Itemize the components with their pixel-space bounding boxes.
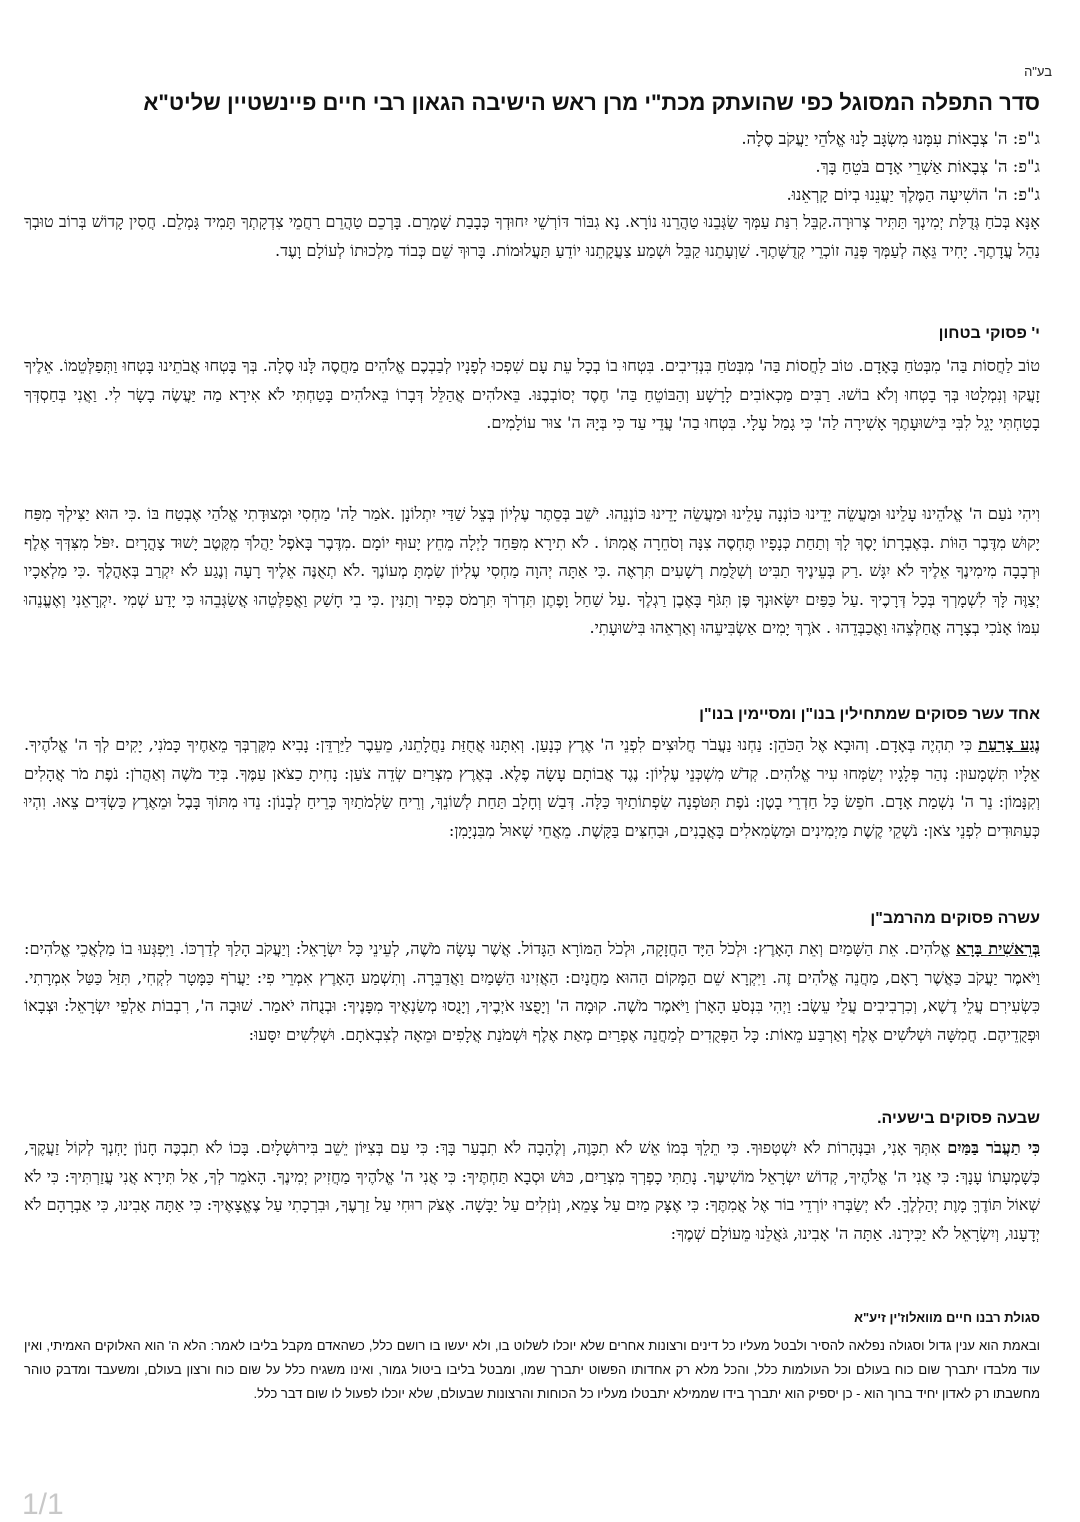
- intro-line: ג"פ: ה' צְבָאוֹת אַשְׁרֵי אָדָם בֹּטֵחַ בָּךְ.: [815, 157, 1040, 176]
- intro-line: ג"פ: ה' צְבָאוֹת עִמָּנוּ מִשְׂגָּב לָנוּ אֱלֹהֵי יַעֲקֹב סֶלָה.: [741, 129, 1040, 148]
- seven-verses-text: אִתְּךָ אָנִי, וּבַנְּהָרוֹת לֹא יִשְׁטְפוּךָ. כִּי תֵלֵךְ בְּמוֹ אֵשׁ לֹא תִכָּוֶה, וְלֶהָבָה לֹא תִבְעַר בָּךְ: כִּי עַם בְּצִיּוֹן יֵשֵׁב בִּירוּשָׁלָיִם. בָּכוֹ לֹא תִבְכֶּה חָנוֹן יָחְנְךָ לְקוֹל זַעֲקֶךָ, כְּשָׁמְעָתוֹ עָנָךְ: כִּי אֲנִי ה' אֱלֹהֶיךָ, קְדוֹשׁ יִשְׂרָאֵל מוֹשִׁיעֶךָ. נָתַתִּי כָפְרְךָ מִצְרַיִם, כּוּשׁ וּסְבָא תַּחְתֶּיךָ: כִּי אֲנִי ה' אֱלֹהֶיךָ מַחֲזִיק יְמִינֶךָ. הָאֹמֵר לְךָ, אַל תִּירָא אֲנִי עֲזַרְתִּיךָ: כִּי לֹא שְׁאוֹל תּוֹדֶךָּ מָוֶת יְהַלְלֶךָּ. לֹא יְשַׂבְּרוּ יוֹרְדֵי בוֹר אֶל אֲמִתֶּךָ: כִּי אֶצָּק מַיִם עַל צָמֵא, וְנֹזְלִים עַל יַבָּשָׁה. אֶצֹּק רוּחִי עַל זַרְעֶךָ, וּבִרְכָתִי עַל צֶאֱצָאֶיךָ: כִּי אַתָּה אָבִינוּ, כִּי אַבְרָהָם לֹא יְדָעָנוּ, וְיִשְׂרָאֵל לֹא יַכִּירָנוּ. אַתָּה ה' אָבִינוּ, גֹּאֲלֵנוּ מֵעוֹלָם שְׁמֶךָ:: [24, 1138, 1040, 1243]
- ten-verses-heading: עשרה פסוקים מהרמב"ן: [870, 910, 1040, 927]
- seven-verses-paragraph: [24, 1134, 1040, 1248]
- vihi-noam-paragraph: וִיהִי נֹעַם ה' אֱלֹהֵינוּ עָלֵינוּ וּמַעֲשֵׂה יָדֵינוּ כּוֹנְנָה עָלֵינוּ וּמַעֲשֵׂה יָדֵינוּ כּוֹנְנֵהוּ. יֹשֵׁב בְּסֵתֶר עֶלְיוֹן בְּצֵל שַׁדַּי יִתְלוֹנָן .אֹמַר לַה' מַחְסִי וּמְצוּדָתִי אֱלֹהַי אֶבְטַח בּוֹ .כִּי הוּא יַצִּילְךָ מִפַּח יָקוּשׁ מִדֶּבֶר הַוּוֹת .בְּאֶבְרָתוֹ יָסֶךְ לָךְ וְתַחַת כְּנָפָיו תֶּחְסֶה צִנָּה וְסֹחֵרָה אֲמִתּוֹ . לֹא תִירָא מִפַּחַד לָיְלָה מֵחֵץ יָעוּף יוֹמָם .מִדֶּבֶר בָּאֹפֶל יַהֲלֹךְ מִקֶּטֶב יָשׁוּד צָהֳרָיִם .יִפֹּל מִצִּדְּךָ אֶלֶף וּרְבָבָה מִימִינֶךָ אֵלֶיךָ לֹא יִגָּשׁ .רַק בְּעֵינֶיךָ תַבִּיט וְשִׁלֻּמַת רְשָׁעִים תִּרְאֶה .כִּי אַתָּה יְהוָה מַחְסִי עֶלְיוֹן שַׂמְתָּ מְעוֹנֶךָ .לֹא תְאֻנֶּה אֵלֶיךָ רָעָה וְנֶגַע לֹא יִקְרַב בְּאָהֳלֶךָ .כִּי מַלְאָכָיו יְצַוֶּה לָּךְ לִשְׁמָרְךָ בְּכָל דְּרָכֶיךָ .עַל כַּפַּיִם יִשָּׂאוּנְךָ פֶּן תִּגֹּף בָּאֶבֶן רַגְלֶךָ .עַל שַׁחַל וָפֶתֶן תִּדְרֹךְ תִּרְמֹס כְּפִיר וְתַנִּין .כִּי בִי חָשַׁק וַאֲפַלְּטֵהוּ אֲשַׂגְּבֵהוּ כִּי יָדַע שְׁמִי .יִקְרָאֵנִי וְאֶעֱנֵהוּ עִמּוֹ אָנֹכִי בְצָרָה אֲחַלְּצֵהוּ וַאֲכַבְּדֵהוּ . אֹרֶךְ יָמִים אַשְׂבִּיעֵהוּ וְאַרְאֵהוּ בִּישׁוּעָתִי.: [24, 504, 1040, 637]
- intro-line: ג"פ: ה' הוֹשִׁיעָה הַמֶּלֶךְ יַעֲנֵנוּ בְיוֹם קָרְאֵנוּ.: [786, 185, 1040, 204]
- intro-verses: [24, 125, 1040, 209]
- eleven-verses-heading: אחד עשר פסוקים שמתחילין בנו"ן ומסיימין בנו"ן: [699, 706, 1040, 723]
- eleven-verses-lead: נֶגַע צָרַעַת: [978, 735, 1040, 754]
- ten-verses-paragraph: [24, 935, 1040, 1049]
- seven-verses-heading: שבעה פסוקים בישעיה.: [877, 1110, 1040, 1127]
- bitachon-paragraph: טוֹב לַחֲסוֹת בַּה' מִבְּטֹחַ בָּאָדָם. טוֹב לַחֲסוֹת בַּה' מִבְּטֹחַ בִּנְדִיבִים. בִּטְחוּ בוֹ בְכָל עֵת עָם שִׁפְכוּ לְפָנָיו לְבַבְכֶם אֱלֹהִים מַחֲסֶה לָּנוּ סֶלָה. בְּךָ בָּטְחוּ אֲבֹתֵינוּ בָּטְחוּ וַתְּפַלְּטֵמוֹ. אֵלֶיךָ זָעֲקוּ וְנִמְלָטוּ בְּךָ בָטְחוּ וְלֹא בוֹשׁוּ. רַבִּים מַכְאוֹבִים לָרָשָׁע וְהַבּוֹטֵחַ בַּה' חֶסֶד יְסוֹבְבֶנּוּ. בֵּאלֹהִים אֲהַלֵּל דְּבָרוֹ בֵּאלֹהִים בָּטַחְתִּי לֹא אִירָא מַה יַּעֲשֶׂה בָשָׂר לִי. וַאֲנִי בְּחַסְדְּךָ בָטַחְתִּי יָגֵל לִבִּי בִּישׁוּעָתֶךָ אָשִׁירָה לַה' כִּי גָמַל עָלָי. בִּטְחוּ בַה' עֲדֵי עַד כִּי בְּיָהּ ה' צוּר עוֹלָמִים.: [24, 356, 1040, 432]
- segula-heading: סגולת רבנו חיים מוואלוז'ין זיע"א: [854, 1310, 1040, 1325]
- ten-verses-lead: בְּרֵאשִׁית בָּרָא: [955, 939, 1040, 958]
- ana-bekoach-paragraph: אָנָּא בְּכֹחַ גְּדֻלַּת יְמִינְךָ תַּתִּיר צְרוּרָה.קַבֵּל רִנַּת עַמְּךָ שַׂגְּבֵנוּ טַהֲרֵנוּ נוֹרָא. נָא גִבּוֹר דּוֹרְשֵׁי יִחוּדְךָ כְּבָבַת שָׁמְרֵם. בָּרְכֵם טַהֲרֵם רַחֲמֵי צִדְקָתְךָ תָּמִיד גָּמְלֵם. חֲסִין קָדוֹשׁ בְּרוֹב טוּבְךָ נַהֵל עֲדָתֶךָ. יָחִיד גֵּאֶה לְעַמְּךָ פְּנֵה זוֹכְרֵי קְדֻשָּׁתֶךָ. שַׁוְעָתֵנוּ קַבֵּל וּשְׁמַע צַעֲקָתֵנוּ יוֹדֵעַ תַּעֲלוּמוֹת. בָּרוּךְ שֵׁם כְּבוֹד מַלְכוּתוֹ לְעוֹלָם וָעֶד.: [24, 212, 1040, 260]
- bitachon-heading: י' פסוקי בטחון: [938, 325, 1040, 342]
- page-indicator: 1/1: [22, 1488, 64, 1521]
- header-mark: בע"ה: [1024, 64, 1052, 79]
- ten-verses-text: אֱלֹהִים. אֵת הַשָּׁמַיִם וְאֵת הָאָרֶץ: וּלְכֹל הַיָּד הַחֲזָקָה, וּלְכֹל הַמּוֹרָא הַגָּדוֹל. אֲשֶׁר עָשָׂה מֹשֶׁה, לְעֵינֵי כָּל יִשְׂרָאֵל: וְיַעֲקֹב הָלַךְ לְדַרְכּוֹ. וַיִּפְגְּעוּ בוֹ מַלְאֲכֵי אֱלֹהִים: וַיֹּאמֶר יַעֲקֹב כַּאֲשֶׁר רָאָם, מַחֲנֵה אֱלֹהִים זֶה. וַיִּקְרָא שֵׁם הַמָּקוֹם הַהוּא מַחֲנָיִם: הַאֲזִינוּ הַשָּׁמַיִם וַאֲדַבֵּרָה. וְתִשְׁמַע הָאָרֶץ אִמְרֵי פִי: יַעֲרֹף כַּמָּטָר לִקְחִי, תִּזַּל כַּטַּל אִמְרָתִי. כִּשְׂעִירִם עֲלֵי דֶשֶׁא, וְכִרְבִיבִים עֲלֵי עֵשֶׂב: וַיְהִי בִּנְסֹעַ הָאָרֹן וַיֹּאמֶר מֹשֶׁה. קוּמָה ה' וְיָפֻצוּ אֹיְבֶיךָ, וְיָנֻסוּ מְשַׂנְאֶיךָ מִפָּנֶיךָ: וּבְנֻחֹה יֹאמַר. שׁוּבָה ה', רִבְבוֹת אַלְפֵי יִשְׂרָאֵל: וּצְבָאוֹ וּפְקֻדֵיהֶם. חֲמִשָּׁה וּשְׁלֹשִׁים אֶלֶף וְאַרְבַּע מֵאוֹת: כָּל הַפְּקֻדִים לְמַחֲנֵה אֶפְרַיִם מְאַת אֶלֶף וּשְׁמֹנַת אֲלָפִים וּמֵאָה לְצִבְאֹתָם. וּשְׁלִשִׁים יִסָּעוּ:: [24, 939, 1040, 1044]
- seven-verses-lead: כִּי תַעֲבֹר בַּמַּיִם: [947, 1138, 1040, 1157]
- page-title: סדר התפלה המסוגל כפי שהועתק מכת"י מרן ראש הישיבה הגאון רבי חיים פיינשטיין שליט"א: [143, 90, 1040, 115]
- segula-paragraph: ובאמת הוא ענין גדול וסגולה נפלאה להסיר ולבטל מעליו כל דינים ורצונות אחרים שלא יוכלו לשלוט בו, ולא יעשו בו רושם כלל, כשהאדם מקבל בליבו לאמר: הלא ה' הוא האלוקים האמיתי, ואין עוד מלבדו יתברך שום כוח בעולם וכל העולמות כלל, והכל מלא רק אחדותו הפשוט יתברך שמו, ומבטל בליבו ביטול גמור, ואינו משגיח כלל על שום כוח ורצון בעולם, ומשעבד ומדבק טוהר מחשבתו רק לאדון יחיד ברוך הוא - כן יספיק הוא יתברך בידו שממילא יתבטלו מעליו כל הכוחות והרצונות שבעולם, שלא יוכלו לפעול לו שום דבר כלל.: [24, 1338, 1040, 1401]
- eleven-verses-text: כִּי תִהְיֶה בְּאָדָם. וְהוּבָא אֶל הַכֹּהֵן: נַחְנוּ נַעֲבֹר חֲלוּצִים לִפְנֵי ה' אֶרֶץ כְּנָעַן. וְאִתָּנוּ אֲחֻזַּת נַחֲלָתֵנוּ, מֵעֵבֶר לַיַּרְדֵּן: נָבִיא מִקֶּרְבְּךָ מֵאַחֶיךָ כָּמֹנִי, יָקִים לְךָ ה' אֱלֹהֶיךָ. אֵלָיו תִּשְׁמָעוּן: נְהַר פְּלָגָיו יְשַׂמְּחוּ עִיר אֱלֹהִים. קְדֹשׁ מִשְׁכְּנֵי עֶלְיוֹן: נֶגֶד אֲבוֹתָם עָשָׂה פֶלֶא. בְּאֶרֶץ מִצְרַיִם שְׂדֵה צֹעַן: נָחִיתָ כַצֹּאן עַמֶּךָ. בְּיַד מֹשֶׁה וְאַהֲרֹן: נֹפֶת מֹר אֲהָלִים וְקִנָּמוֹן: נֵר ה' נִשְׁמַת אָדָם. חֹפֵשׂ כָּל חַדְרֵי בָטֶן: נֹפֶת תִּטֹּפְנָה שִׂפְתוֹתַיִךְ כַּלָּה. דְּבַשׁ וְחָלָב תַּחַת לְשׁוֹנֵךְ, וְרֵיחַ שַׂלְמֹתַיִךְ כְּרֵיחַ לְבָנוֹן: נֵדוּ מִתּוֹךְ בָּבֶל וּמֵאֶרֶץ כַּשְׂדִּים צֵאוּ. וִהְיוּ כְּעַתּוּדִים לִפְנֵי צֹאן: נֹשְׁקֵי קֶשֶׁת מַיְמִינִים וּמַשְׂמִאלִים בָּאֲבָנִים, וּבַחִצִּים בַּקָּשֶׁת. מֵאֲחֵי שָׁאוּל מִבִּנְיָמִן:: [24, 735, 1040, 840]
- eleven-verses-paragraph: [24, 731, 1040, 845]
